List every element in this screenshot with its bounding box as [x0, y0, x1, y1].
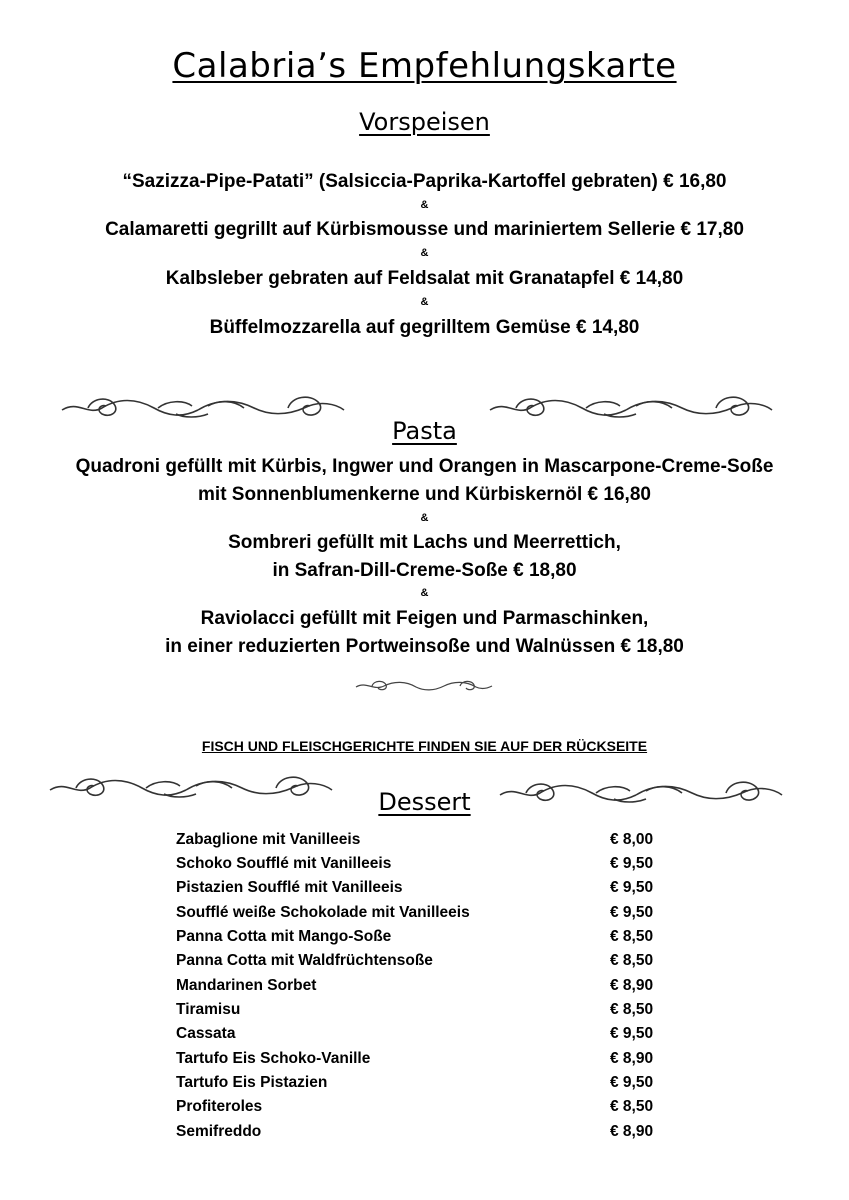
dessert-item	[176, 952, 666, 976]
separator: &	[420, 512, 429, 524]
pasta-line: Raviolacci gefüllt mit Feigen und Parmaschinken,	[200, 608, 649, 629]
flourish-ornament-right	[486, 388, 776, 428]
starter-item: Büffelmozzarella auf gegrilltem Gemüse € 14,80	[209, 317, 640, 338]
starter-item: “Sazizza-Pipe-Patati” (Salsiccia-Paprika-Kartoffel gebraten) € 16,80	[122, 171, 727, 192]
dessert-item	[176, 1050, 666, 1074]
dessert-name: Tartufo Eis Schoko-Vanille	[176, 1050, 371, 1067]
dessert-item	[176, 928, 666, 952]
dessert-price: € 8,50	[610, 1001, 654, 1018]
dessert-price: € 8,90	[610, 1123, 654, 1140]
dessert-item	[176, 1123, 666, 1147]
dessert-item	[176, 1074, 666, 1098]
dessert-price: € 9,50	[610, 904, 654, 921]
page-title: Calabria’s Empfehlungskarte	[172, 46, 677, 86]
dessert-name: Pistazien Soufflé mit Vanilleeis	[176, 879, 403, 896]
dessert-name: Zabaglione mit Vanilleeis	[176, 831, 361, 848]
pasta-line: Quadroni gefüllt mit Kürbis, Ingwer und Orangen in Mascarpone-Creme-Soße	[75, 456, 774, 477]
dessert-price: € 9,50	[610, 1074, 654, 1091]
dessert-price: € 9,50	[610, 855, 654, 872]
starter-item: Kalbsleber gebraten auf Feldsalat mit Granatapfel € 14,80	[165, 268, 684, 289]
dessert-item	[176, 879, 666, 903]
dessert-price: € 9,50	[610, 1025, 654, 1042]
dessert-price: € 8,90	[610, 977, 654, 994]
dessert-item	[176, 1098, 666, 1122]
dessert-item	[176, 831, 666, 855]
pasta-line: in einer reduzierten Portweinsoße und Walnüssen € 18,80	[165, 636, 684, 657]
section-heading-dessert: Dessert	[378, 788, 471, 816]
small-flourish-ornament	[354, 677, 494, 695]
dessert-name: Panna Cotta mit Waldfrüchtensoße	[176, 952, 433, 969]
separator: &	[420, 199, 429, 211]
dessert-price: € 8,50	[610, 1098, 654, 1115]
section-heading-vorspeisen: Vorspeisen	[359, 108, 490, 136]
dessert-item	[176, 904, 666, 928]
dessert-name: Tartufo Eis Pistazien	[176, 1074, 328, 1091]
pasta-line: in Safran-Dill-Creme-Soße € 18,80	[272, 560, 577, 581]
dessert-name: Profiteroles	[176, 1098, 263, 1115]
dessert-item	[176, 1001, 666, 1025]
back-page-notice: FISCH UND FLEISCHGERICHTE FINDEN SIE AUF DER RÜCKSEITE	[201, 738, 648, 754]
section-heading-pasta: Pasta	[392, 417, 457, 445]
dessert-name: Schoko Soufflé mit Vanilleeis	[176, 855, 392, 872]
separator: &	[420, 587, 429, 599]
dessert-price: € 8,90	[610, 1050, 654, 1067]
dessert-name: Mandarinen Sorbet	[176, 977, 317, 994]
flourish-ornament-right	[496, 773, 786, 813]
dessert-price: € 8,50	[610, 928, 654, 945]
pasta-line: Sombreri gefüllt mit Lachs und Meerrettich,	[228, 532, 621, 553]
dessert-name: Tiramisu	[176, 1001, 241, 1018]
pasta-line: mit Sonnenblumenkerne und Kürbiskernöl € 16,80	[198, 484, 651, 505]
dessert-price: € 8,00	[610, 831, 654, 848]
starter-item: Calamaretti gegrillt auf Kürbismousse und mariniertem Sellerie € 17,80	[105, 219, 744, 240]
dessert-name: Semifreddo	[176, 1123, 262, 1140]
dessert-price: € 8,50	[610, 952, 654, 969]
separator: &	[420, 296, 429, 308]
dessert-price: € 9,50	[610, 879, 654, 896]
dessert-name: Soufflé weiße Schokolade mit Vanilleeis	[176, 904, 470, 921]
dessert-item	[176, 855, 666, 879]
dessert-name: Cassata	[176, 1025, 236, 1042]
dessert-item	[176, 977, 666, 1001]
dessert-name: Panna Cotta mit Mango-Soße	[176, 928, 392, 945]
separator: &	[420, 247, 429, 259]
dessert-item	[176, 1025, 666, 1049]
